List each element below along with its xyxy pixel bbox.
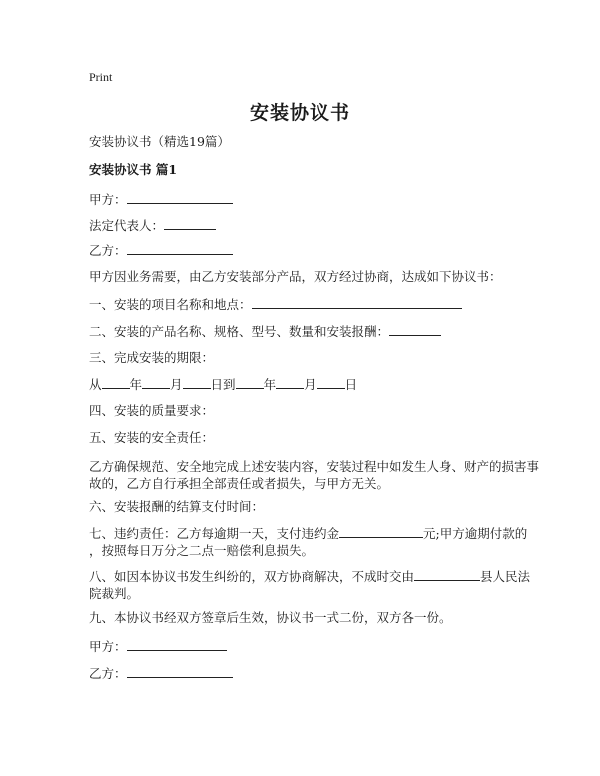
date-range-line [89, 376, 357, 393]
item-9: 九、本协议书经双方签章后生效，协议书一式二份，双方各一份。 [89, 610, 452, 625]
blank-year-1 [102, 376, 130, 389]
item-7-line-2: ，按照每日万分之二点一赔偿利息损失。 [89, 543, 315, 558]
sign-b-blank [127, 665, 233, 678]
date-month-1: 月 [170, 377, 183, 392]
document-title: 安装协议书 [249, 102, 350, 124]
blank-month-1 [142, 376, 170, 389]
item-5-paragraph [89, 458, 540, 492]
document-subtitle: 安装协议书（精选19篇） [89, 134, 230, 149]
item-2-line [89, 323, 441, 340]
date-year-1: 年 [129, 377, 143, 392]
legal-rep-line [89, 217, 216, 234]
item-1-label: 一、安装的项目名称和地点： [89, 297, 252, 312]
item-8-pre: 八、如因本协议书发生纠纷的，双方协商解决，不成时交由 [89, 569, 415, 584]
party-a-line [89, 191, 233, 208]
item-8-post: 县人民法 [480, 569, 531, 584]
item-3: 三、完成安装的期限： [89, 350, 215, 365]
party-b-line [89, 242, 233, 259]
party-b-label: 乙方： [89, 243, 127, 258]
item-7-paragraph [89, 525, 528, 559]
party-a-label: 甲方： [89, 192, 127, 207]
sign-a-line [89, 638, 227, 655]
court-blank [414, 568, 480, 581]
item-5-text-line-1: 乙方确保规范、安全地完成上述安装内容，安装过程中如发生人身、财产的损害事 [89, 459, 540, 474]
section-heading: 安装协议书 篇1 [89, 162, 178, 177]
sign-a-label: 甲方： [89, 639, 127, 654]
date-year-2: 年 [263, 377, 277, 392]
date-month-2: 月 [304, 377, 317, 392]
blank-day-2 [317, 376, 345, 389]
party-b-blank [127, 242, 233, 255]
legal-rep-blank [164, 217, 216, 230]
item-1-line [89, 296, 462, 313]
date-day-to: 日到 [210, 377, 236, 392]
item-6: 六、安装报酬的结算支付时间： [89, 499, 265, 514]
item-7-post: 元;甲方逾期付款的 [423, 526, 528, 541]
blank-year-2 [236, 376, 264, 389]
sign-b-label: 乙方： [89, 666, 127, 681]
item-8-line-2: 院裁判。 [89, 586, 140, 601]
sign-b-line [89, 665, 233, 682]
item-7-pre: 七、违约责任：乙方每逾期一天，支付违约金 [89, 526, 340, 541]
party-a-blank [127, 191, 233, 204]
item-2-blank [389, 323, 441, 336]
intro-text: 甲方因业务需要，由乙方安装部分产品，双方经过协商，达成如下协议书： [89, 269, 502, 284]
item-2-label: 二、安装的产品名称、规格、型号、数量和安装报酬： [89, 324, 390, 339]
item-4: 四、安装的质量要求： [89, 403, 215, 418]
print-link[interactable]: Print [89, 70, 113, 84]
sign-a-blank [127, 638, 227, 651]
legal-rep-label: 法定代表人： [89, 218, 165, 233]
item-7-line-1 [89, 525, 528, 542]
blank-month-2 [276, 376, 304, 389]
item-1-blank [252, 296, 462, 309]
blank-day-1 [183, 376, 211, 389]
item-5-text-line-2: 故的，乙方自行承担全部责任或者损失，与甲方无关。 [89, 476, 390, 491]
item-8-line-1 [89, 568, 531, 585]
date-day-2: 日 [344, 377, 358, 392]
item-8-paragraph [89, 568, 531, 602]
date-from: 从 [89, 377, 102, 392]
item-5: 五、安装的安全责任： [89, 430, 215, 445]
penalty-blank [339, 525, 423, 538]
